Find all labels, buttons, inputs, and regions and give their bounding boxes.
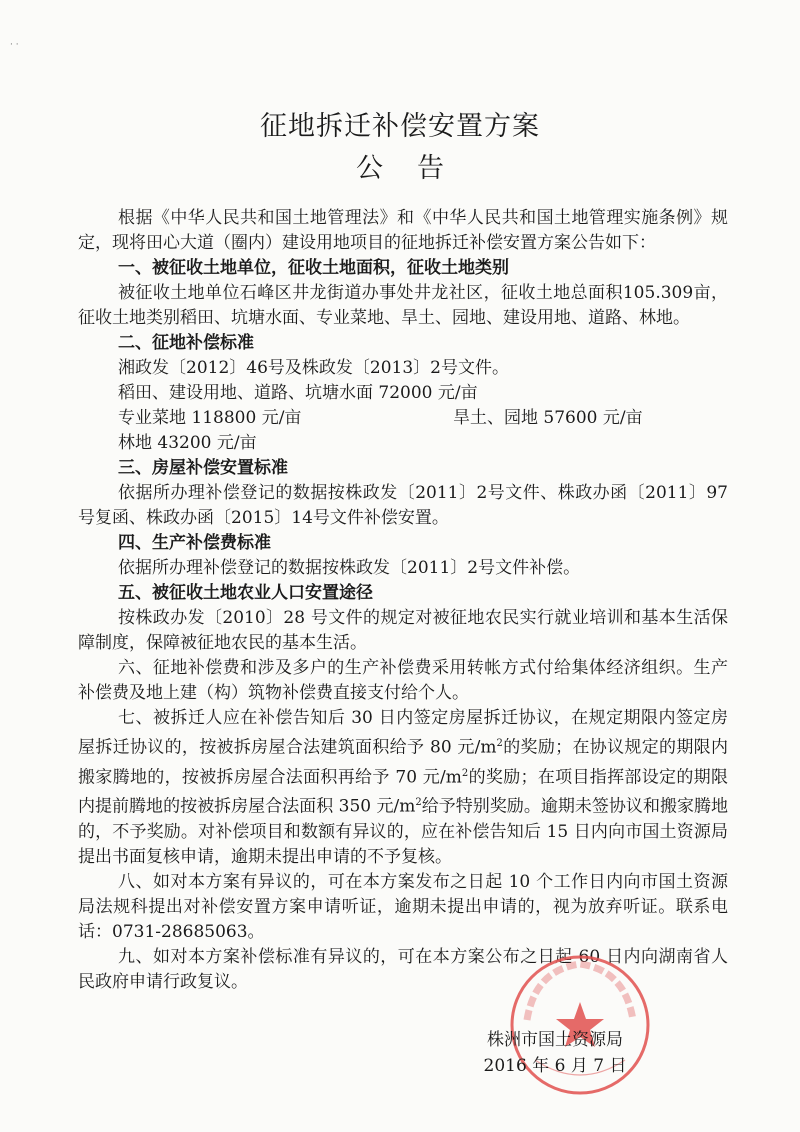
section-2-rate-4: 林地 43200 元/亩	[118, 433, 257, 453]
section-7-part-d: 给予特别奖励。逾期未签协议和搬家腾地的，不予奖励。对补偿项目和数额有异议的，应在补偿告知后 15 日内向市国土资源局提出书面复核申请，逾期未提出申请的不予复核。	[78, 796, 729, 867]
section-4-text: 依据所办理补偿登记的数据按株政发〔2011〕2号文件补偿。	[118, 558, 581, 578]
superscript-2: 2	[461, 767, 469, 779]
section-7-part-a: 七、被拆迁人应在补偿告知后 30 日内签定房屋拆迁协议，在规定期限内签定房屋拆迁协议的，按被拆房屋合法建筑面积给予 80 元/m	[78, 708, 728, 758]
section-2-rate-row	[78, 406, 728, 431]
section-7-text	[78, 706, 728, 870]
section-4-heading: 四、生产补偿费标准	[118, 533, 271, 553]
section-2-rate-2: 专业菜地 118800 元/亩	[118, 408, 302, 428]
section-8-text: 八、如对本方案有异议的，可在本方案发布之日起 10 个工作日内向市国土资源局法规科提出对补偿安置方案申请听证，逾期未提出申请的，视为放弃听证。联系电话：0731-28685063。	[78, 871, 728, 942]
signature-date: 2016 年 6 月 7 日	[483, 1056, 627, 1076]
section-2-heading: 二、征地补偿标准	[118, 333, 254, 353]
section-2-basis: 湘政发〔2012〕46号及株政发〔2013〕2号文件。	[118, 358, 509, 378]
section-9-text: 九、如对本方案补偿标准有异议的，可在本方案公布之日起 60 日内向湖南省人民政府申请行政复议。	[78, 946, 728, 992]
signature-block	[455, 1027, 655, 1079]
section-2-rate-3: 旱土、园地 57600 元/亩	[453, 408, 643, 428]
document-subtitle: 公告	[356, 153, 478, 184]
section-7-part-c: 的奖励；在项目指挥部设定的期限内提前腾地的按被拆房屋合法面积 350 元/m	[78, 767, 729, 817]
document-title: 征地拆迁补偿安置方案	[260, 111, 540, 142]
section-3-text: 依据所办理补偿登记的数据按株政发〔2011〕2号文件、株政办函〔2011〕97号复函、株政办函〔2015〕14号文件补偿安置。	[78, 483, 728, 528]
scan-mark: · ·	[10, 40, 19, 50]
section-1-text: 被征收土地单位石峰区井龙街道办事处井龙社区，征收土地总面积105.309亩，征收土地类别稻田、坑塘水面、专业菜地、旱土、园地、建设用地、道路、林地。	[78, 283, 728, 328]
section-6-text: 六、征地补偿费和涉及多户的生产补偿费采用转帐方式付给集体经济组织。生产补偿费及地上建（构）筑物补偿费直接支付给个人。	[78, 658, 728, 703]
document-body	[78, 206, 728, 995]
section-5-heading: 五、被征收土地农业人口安置途径	[118, 583, 373, 603]
section-2-rate-1: 稻田、建设用地、道路、坑塘水面 72000 元/亩	[118, 383, 478, 403]
section-5-text: 按株政办发〔2010〕28 号文件的规定对被征地农民实行就业培训和基本生活保障制度，保障被征地农民的基本生活。	[78, 608, 728, 653]
signatory-name: 株洲市国土资源局	[487, 1030, 623, 1050]
section-3-heading: 三、房屋补偿安置标准	[118, 458, 288, 478]
intro-paragraph: 根据《中华人民共和国土地管理法》和《中华人民共和国土地管理实施条例》规定，现将田心大道（圈内）建设用地项目的征地拆迁补偿安置方案公告如下：	[78, 208, 728, 253]
superscript-2: 2	[496, 738, 503, 749]
superscript-2: 2	[415, 797, 422, 809]
section-1-heading: 一、被征收土地单位，征收土地面积，征收土地类别	[118, 258, 509, 278]
section-7-part-b: 的奖励；在协议规定的期限内搬家腾地的，按被拆房屋合法面积再给予 70 元/m	[78, 737, 728, 788]
